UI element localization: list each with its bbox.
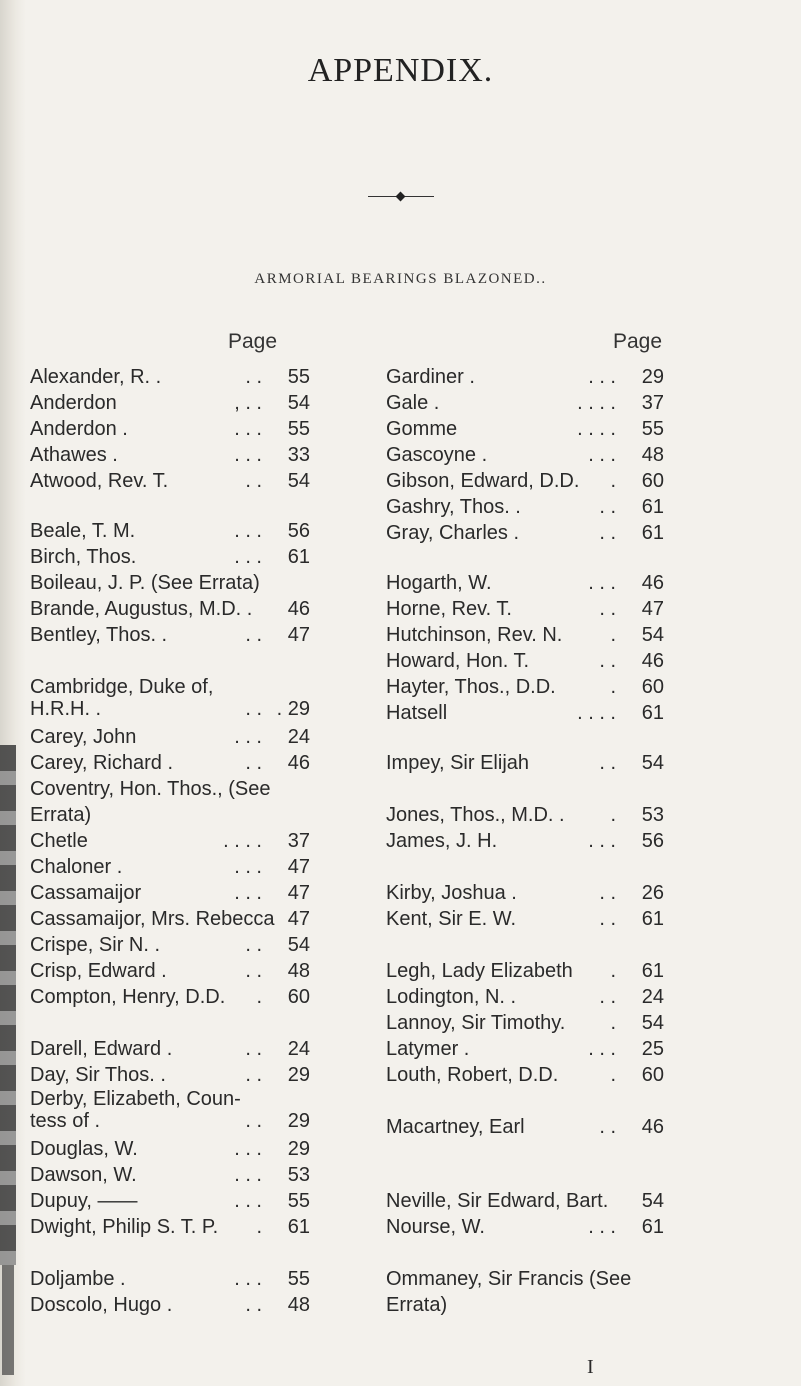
entry-name: Jones, Thos., M.D. . bbox=[386, 804, 565, 826]
entry-name: Gascoyne . bbox=[386, 444, 488, 466]
index-entry bbox=[386, 750, 664, 776]
index-entry bbox=[386, 648, 664, 674]
leader-dots: . . bbox=[599, 598, 616, 620]
entry-page-number: 54 bbox=[641, 624, 664, 646]
entry-page-number: 33 bbox=[287, 444, 310, 466]
entry-page-number: 55 bbox=[287, 418, 310, 440]
section-heading: ARMORIAL BEARINGS BLAZONED.. bbox=[254, 271, 547, 287]
entry-page-number: 26 bbox=[641, 882, 664, 904]
entry-page-number: 46 bbox=[287, 752, 310, 774]
leader-dots: . . bbox=[599, 882, 616, 904]
index-entry bbox=[30, 802, 310, 828]
binding-shadow bbox=[0, 745, 16, 1265]
entry-name: Hogarth, W. bbox=[386, 572, 492, 594]
leader-dots: , . . bbox=[234, 392, 262, 414]
leader-dots: . . bbox=[599, 908, 616, 930]
leader-dots: . . bbox=[245, 366, 262, 388]
entry-page-number: 46 bbox=[641, 1116, 664, 1138]
leader-dots: . . bbox=[245, 624, 262, 646]
index-entry bbox=[386, 442, 664, 468]
index-entry bbox=[386, 906, 664, 932]
entry-page-number: 24 bbox=[641, 986, 664, 1008]
entry-page-number: 37 bbox=[287, 830, 310, 852]
entry-page-number: 29 bbox=[287, 1138, 310, 1160]
entry-name: Nourse, W. bbox=[386, 1216, 485, 1238]
entry-page-number: 54 bbox=[287, 934, 310, 956]
diamond-icon bbox=[396, 192, 406, 202]
index-entry bbox=[30, 1136, 310, 1162]
leader-dots: . . . bbox=[234, 1138, 262, 1160]
entry-name: Cassamaijor bbox=[30, 882, 142, 904]
entry-name: Ommaney, Sir Francis (See bbox=[386, 1268, 632, 1290]
index-entry bbox=[30, 1292, 310, 1318]
index-entry bbox=[30, 1214, 310, 1240]
leader-dots: . . . . bbox=[577, 418, 616, 440]
index-entry bbox=[386, 622, 664, 648]
index-entry bbox=[386, 570, 664, 596]
leader-dots: . bbox=[610, 624, 616, 646]
leader-dots: . . bbox=[245, 960, 262, 982]
entry-page-number: 29 bbox=[287, 1064, 310, 1086]
entry-page-number: 61 bbox=[287, 1216, 310, 1238]
entry-name: Neville, Sir Edward, Bart. bbox=[386, 1190, 609, 1212]
leader-dots: . bbox=[610, 1064, 616, 1086]
entry-page-number: 61 bbox=[641, 496, 664, 518]
leader-dots: . bbox=[610, 676, 616, 698]
entry-page-number: 53 bbox=[641, 804, 664, 826]
entry-page-number: 24 bbox=[287, 1038, 310, 1060]
entry-page-number: 46 bbox=[641, 572, 664, 594]
leader-dots: . bbox=[610, 960, 616, 982]
entry-page-number: 55 bbox=[287, 1268, 310, 1290]
entry-name: H.R.H. . bbox=[30, 698, 102, 720]
entry-name: Birch, Thos. bbox=[30, 546, 137, 568]
entry-name: Anderdon bbox=[30, 392, 117, 414]
leader-dots: . . . bbox=[588, 444, 616, 466]
index-entry bbox=[30, 828, 310, 854]
leader-dots: . . bbox=[599, 496, 616, 518]
index-entry bbox=[30, 932, 310, 958]
leader-dots: . . . bbox=[588, 366, 616, 388]
index-entry bbox=[386, 1188, 664, 1214]
entry-name: Coventry, Hon. Thos., (See bbox=[30, 778, 271, 800]
entry-name: Compton, Henry, D.D. bbox=[30, 986, 226, 1008]
leader-dots: . . . bbox=[234, 1164, 262, 1186]
index-entry bbox=[386, 416, 664, 442]
entry-name: tess of . bbox=[30, 1110, 101, 1132]
leader-dots: . . . . bbox=[223, 830, 262, 852]
leader-dots: . . . bbox=[234, 444, 262, 466]
entry-name: Dawson, W. bbox=[30, 1164, 137, 1186]
index-entry bbox=[30, 776, 310, 802]
entry-page-number: 47 bbox=[287, 624, 310, 646]
index-entry bbox=[386, 1036, 664, 1062]
index-entry bbox=[386, 674, 664, 700]
entry-name: Carey, Richard . bbox=[30, 752, 174, 774]
leader-dots: . . . bbox=[234, 520, 262, 542]
leader-dots: . . . bbox=[234, 856, 262, 878]
index-entry bbox=[386, 596, 664, 622]
entry-name: Brande, Augustus, M.D. . bbox=[30, 598, 253, 620]
index-entry bbox=[386, 802, 664, 828]
index-entry bbox=[386, 520, 664, 546]
signature-mark: I bbox=[587, 1356, 594, 1378]
entry-page-number: 48 bbox=[641, 444, 664, 466]
index-entry bbox=[386, 1214, 664, 1240]
entry-name: Dupuy, —— bbox=[30, 1190, 138, 1212]
leader-dots: . . bbox=[245, 752, 262, 774]
leader-dots: . . bbox=[245, 1064, 262, 1086]
page-column-header: Page bbox=[613, 330, 663, 353]
leader-dots: . . . bbox=[588, 1038, 616, 1060]
entry-page-number: 47 bbox=[287, 908, 310, 930]
entry-page-number: 48 bbox=[287, 960, 310, 982]
entry-name: Atwood, Rev. T. bbox=[30, 470, 169, 492]
index-entry bbox=[386, 700, 664, 726]
leader-dots: . bbox=[610, 804, 616, 826]
entry-page-number: 60 bbox=[287, 986, 310, 1008]
leader-dots: . . bbox=[245, 470, 262, 492]
index-entry bbox=[386, 984, 664, 1010]
index-entry bbox=[386, 1266, 664, 1292]
entry-name: Gomme bbox=[386, 418, 458, 440]
leader-dots: . . bbox=[245, 1294, 262, 1316]
entry-name: Legh, Lady Elizabeth bbox=[386, 960, 573, 982]
entry-page-number: 55 bbox=[287, 366, 310, 388]
leader-dots: . . . bbox=[588, 830, 616, 852]
entry-name: Bentley, Thos. . bbox=[30, 624, 168, 646]
entry-name: Carey, John bbox=[30, 726, 137, 748]
index-entry bbox=[30, 854, 310, 880]
entry-name: Derby, Elizabeth, Coun- bbox=[30, 1088, 241, 1110]
entry-name: James, J. H. bbox=[386, 830, 498, 852]
entry-page-number: 46 bbox=[287, 598, 310, 620]
leader-dots: . . . bbox=[234, 1190, 262, 1212]
right-index-column bbox=[386, 330, 664, 1330]
entry-name: Howard, Hon. T. bbox=[386, 650, 530, 672]
entry-name: Athawes . bbox=[30, 444, 118, 466]
entry-name: Lannoy, Sir Timothy. bbox=[386, 1012, 566, 1034]
entry-page-number: 53 bbox=[287, 1164, 310, 1186]
entry-page-number: 54 bbox=[641, 1190, 664, 1212]
entry-page-number: 25 bbox=[641, 1038, 664, 1060]
entry-name: Doscolo, Hugo . bbox=[30, 1294, 173, 1316]
index-entry bbox=[30, 984, 310, 1010]
index-entry bbox=[30, 390, 310, 416]
index-entry bbox=[30, 1188, 310, 1214]
leader-dots: . . . . bbox=[577, 392, 616, 414]
entry-name: Errata) bbox=[30, 804, 92, 826]
entry-name: Dwight, Philip S. T. P. bbox=[30, 1216, 219, 1238]
entry-page-number: 56 bbox=[287, 520, 310, 542]
entry-name: Douglas, W. bbox=[30, 1138, 138, 1160]
entry-name: Kirby, Joshua . bbox=[386, 882, 517, 904]
entry-page-number: 61 bbox=[641, 522, 664, 544]
index-entry bbox=[30, 958, 310, 984]
index-entry bbox=[386, 1010, 664, 1036]
entry-page-number: 37 bbox=[641, 392, 664, 414]
entry-page-number: 46 bbox=[641, 650, 664, 672]
binding-shadow-lower bbox=[2, 1265, 14, 1375]
index-entry bbox=[30, 880, 310, 906]
entry-page-number: 61 bbox=[287, 546, 310, 568]
index-entry bbox=[30, 364, 310, 390]
index-entry bbox=[30, 596, 310, 622]
index-entry bbox=[386, 494, 664, 520]
entry-page-number: 29 bbox=[641, 366, 664, 388]
entry-page-number: 29 bbox=[287, 1110, 310, 1132]
entry-name: Errata) bbox=[386, 1294, 448, 1316]
index-entry bbox=[386, 958, 664, 984]
entry-page-number: 48 bbox=[287, 1294, 310, 1316]
entry-name: Lodington, N. . bbox=[386, 986, 517, 1008]
index-entry bbox=[30, 724, 310, 750]
entry-page-number: 61 bbox=[641, 960, 664, 982]
leader-dots: . . bbox=[599, 986, 616, 1008]
entry-page-number: 60 bbox=[641, 470, 664, 492]
entry-name: Crisp, Edward . bbox=[30, 960, 167, 982]
index-entry bbox=[30, 442, 310, 468]
entry-name: Day, Sir Thos. . bbox=[30, 1064, 166, 1086]
entry-name: Chetle bbox=[30, 830, 88, 852]
leader-dots: . . . bbox=[234, 882, 262, 904]
leader-dots: . . . bbox=[234, 1268, 262, 1290]
index-entry bbox=[30, 750, 310, 776]
index-entry bbox=[30, 1036, 310, 1062]
entry-page-number: 54 bbox=[287, 470, 310, 492]
entry-page-number: 47 bbox=[287, 856, 310, 878]
entry-name: Kent, Sir E. W. bbox=[386, 908, 517, 930]
leader-dots: . bbox=[610, 470, 616, 492]
entry-name: Cambridge, Duke of, bbox=[30, 676, 214, 698]
left-index-column bbox=[30, 330, 310, 1330]
leader-dots: . . bbox=[245, 1110, 262, 1132]
index-entry bbox=[30, 518, 310, 544]
ornament-divider bbox=[368, 192, 434, 202]
leader-dots: . . bbox=[599, 522, 616, 544]
leader-dots: . . . bbox=[234, 418, 262, 440]
leader-dots: . . bbox=[245, 1038, 262, 1060]
entry-name: Alexander, R. . bbox=[30, 366, 162, 388]
index-entry bbox=[30, 622, 310, 648]
index-entry bbox=[30, 1062, 310, 1088]
entry-page-number: 24 bbox=[287, 726, 310, 748]
entry-page-number: 54 bbox=[641, 752, 664, 774]
index-entry bbox=[30, 1108, 310, 1134]
leader-dots: . bbox=[256, 986, 262, 1008]
index-entry bbox=[386, 390, 664, 416]
entry-name: Gray, Charles . bbox=[386, 522, 519, 544]
entry-page-number: . 29 bbox=[276, 698, 310, 720]
leader-dots: . . . bbox=[588, 572, 616, 594]
entry-name: Louth, Robert, D.D. bbox=[386, 1064, 559, 1086]
entry-page-number: 55 bbox=[287, 1190, 310, 1212]
index-entry bbox=[30, 544, 310, 570]
leader-dots: . . . bbox=[234, 546, 262, 568]
entry-name: Doljambe . bbox=[30, 1268, 126, 1290]
entry-name: Hayter, Thos., D.D. bbox=[386, 676, 556, 698]
index-entry bbox=[30, 1266, 310, 1292]
leader-dots: . . bbox=[599, 650, 616, 672]
index-entry bbox=[30, 570, 310, 596]
entry-name: Hatsell bbox=[386, 702, 448, 724]
leader-dots: . . bbox=[599, 752, 616, 774]
index-entry bbox=[386, 1114, 664, 1140]
leader-dots: . . bbox=[599, 1116, 616, 1138]
entry-name: Boileau, J. P. (See Errata) bbox=[30, 572, 260, 594]
entry-page-number: 55 bbox=[641, 418, 664, 440]
entry-page-number: 61 bbox=[641, 908, 664, 930]
leader-dots: . . bbox=[245, 698, 262, 720]
index-entry bbox=[386, 880, 664, 906]
entry-name: Gale . bbox=[386, 392, 440, 414]
entry-page-number: 60 bbox=[641, 676, 664, 698]
leader-dots: . . . bbox=[588, 1216, 616, 1238]
entry-name: Gibson, Edward, D.D. bbox=[386, 470, 580, 492]
index-entry bbox=[30, 468, 310, 494]
index-entry bbox=[30, 416, 310, 442]
leader-dots: . bbox=[256, 1216, 262, 1238]
entry-name: Beale, T. M. bbox=[30, 520, 136, 542]
index-entry bbox=[30, 1162, 310, 1188]
page-title: APPENDIX. bbox=[307, 52, 494, 89]
index-entry bbox=[386, 468, 664, 494]
entry-name: Impey, Sir Elijah bbox=[386, 752, 530, 774]
index-entry bbox=[386, 1292, 664, 1318]
index-entry bbox=[30, 696, 310, 722]
entry-page-number: 61 bbox=[641, 702, 664, 724]
entry-page-number: 60 bbox=[641, 1064, 664, 1086]
entry-name: Hutchinson, Rev. N. bbox=[386, 624, 563, 646]
leader-dots: . bbox=[610, 1012, 616, 1034]
leader-dots: . . . bbox=[234, 726, 262, 748]
index-entry bbox=[386, 364, 664, 390]
index-entry bbox=[30, 906, 310, 932]
entry-name: Anderdon . bbox=[30, 418, 128, 440]
index-entry bbox=[386, 1062, 664, 1088]
entry-name: Darell, Edward . bbox=[30, 1038, 173, 1060]
leader-dots: . . . . bbox=[577, 702, 616, 724]
leader-dots: . . bbox=[245, 934, 262, 956]
entry-page-number: 54 bbox=[287, 392, 310, 414]
entry-name: Crispe, Sir N. . bbox=[30, 934, 161, 956]
entry-page-number: 61 bbox=[641, 1216, 664, 1238]
entry-name: Latymer . bbox=[386, 1038, 470, 1060]
entry-name: Horne, Rev. T. bbox=[386, 598, 512, 620]
page-column-header: Page bbox=[228, 330, 278, 353]
entry-page-number: 47 bbox=[287, 882, 310, 904]
entry-name: Macartney, Earl bbox=[386, 1116, 525, 1138]
entry-name: Cassamaijor, Mrs. Rebecca bbox=[30, 908, 275, 930]
entry-name: Gashry, Thos. . bbox=[386, 496, 521, 518]
index-entry bbox=[386, 828, 664, 854]
entry-page-number: 56 bbox=[641, 830, 664, 852]
entry-name: Chaloner . bbox=[30, 856, 123, 878]
entry-page-number: 54 bbox=[641, 1012, 664, 1034]
entry-page-number: 47 bbox=[641, 598, 664, 620]
entry-name: Gardiner . bbox=[386, 366, 475, 388]
